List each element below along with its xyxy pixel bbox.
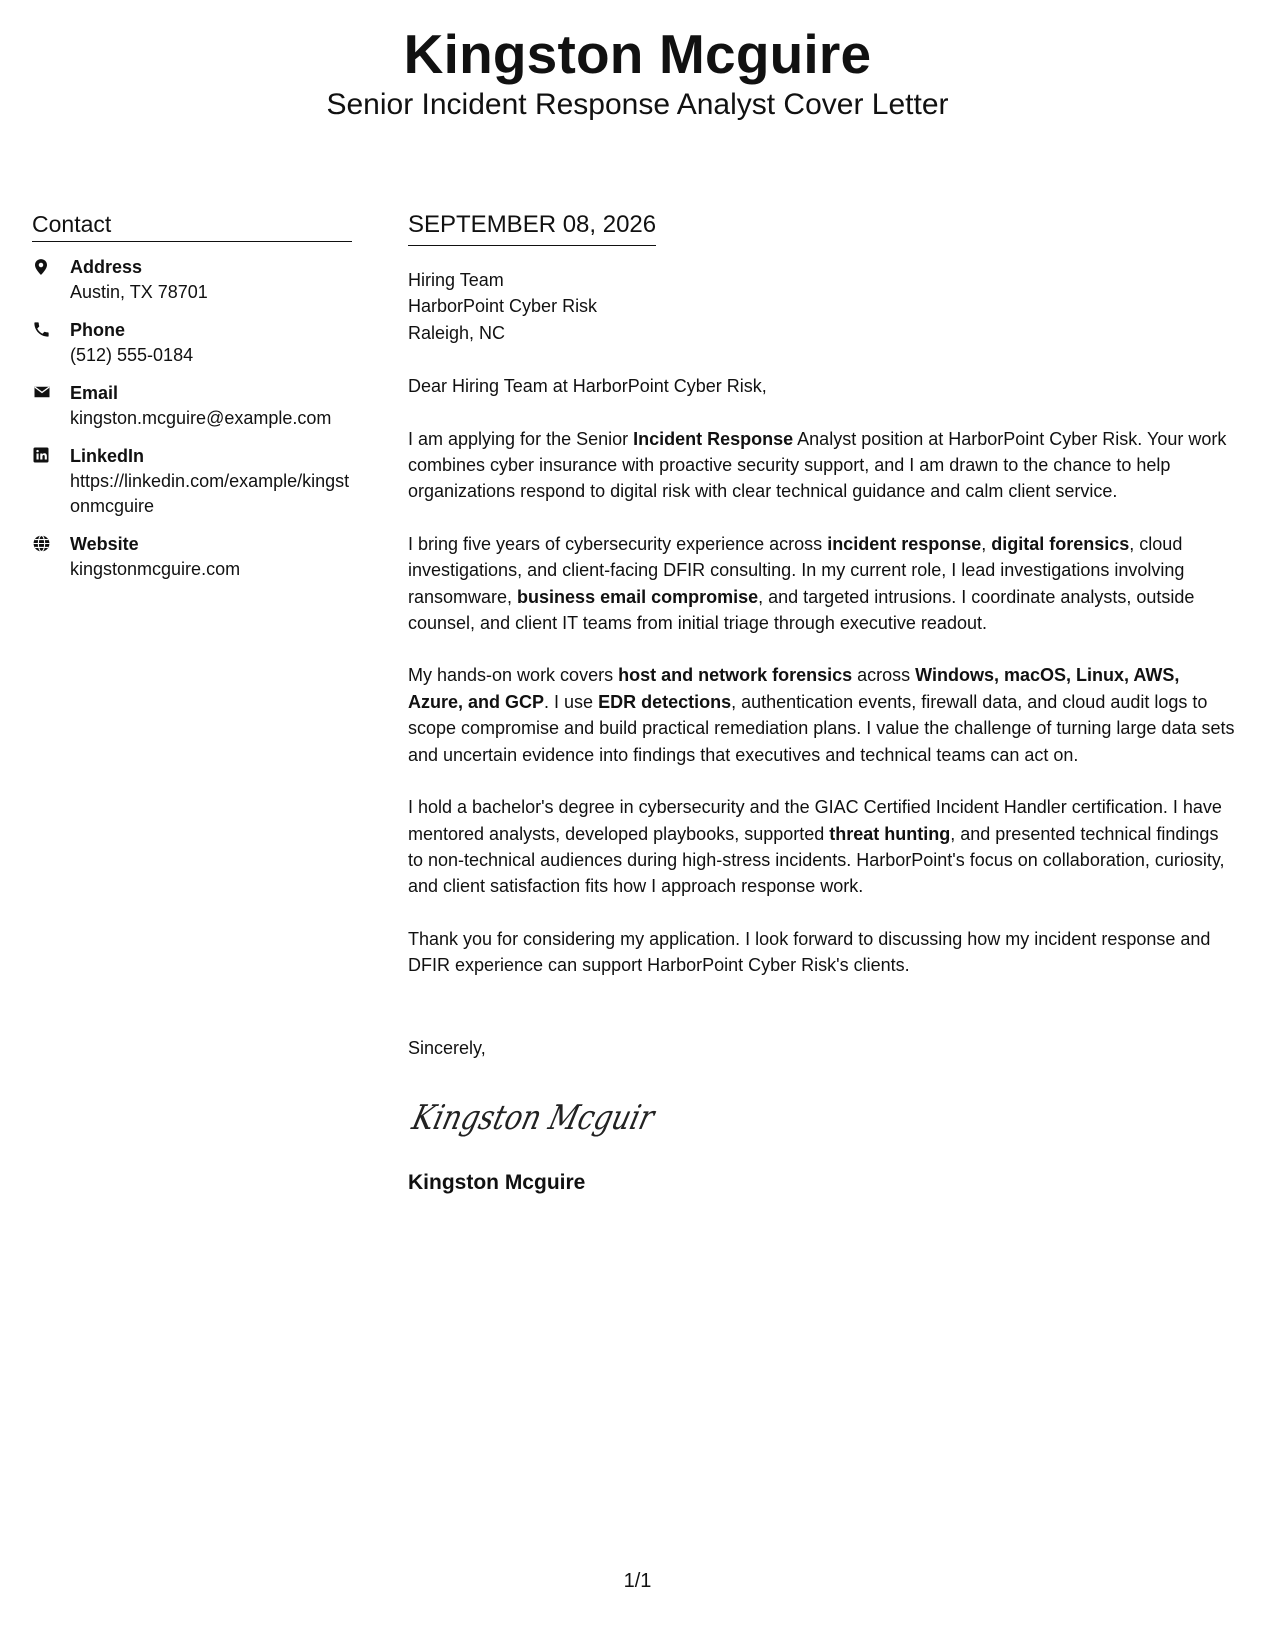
contact-website bbox=[32, 532, 352, 582]
emphasized-text: threat hunting bbox=[829, 823, 951, 844]
paragraph-text: across bbox=[852, 665, 916, 686]
envelope-icon bbox=[32, 381, 70, 431]
paragraph-text: , cloud investigations, and client-facing DFIR consulting. In my current role, I lead investigations involving ransomware, bbox=[408, 533, 1185, 607]
emphasized-text: Incident Response bbox=[633, 428, 794, 449]
letter-paragraph bbox=[408, 794, 1238, 900]
contact-value[interactable]: kingstonmcguire.com bbox=[70, 559, 241, 579]
paragraph-text: Thank you for considering my application. I look forward to discussing how my incident response and DFIR experience can support HarborPoint Cyber Risk's clients. bbox=[408, 928, 1211, 976]
recipient-line: Hiring Team bbox=[408, 270, 504, 290]
linkedin-icon bbox=[32, 444, 70, 519]
closing: Sincerely, bbox=[408, 1037, 486, 1058]
paragraph-text: I bring five years of cybersecurity experience across bbox=[408, 533, 828, 554]
letter-subtitle: Senior Incident Response Analyst Cover Letter bbox=[326, 88, 949, 121]
paragraph-text: , bbox=[981, 533, 992, 554]
recipient-line: HarborPoint Cyber Risk bbox=[408, 296, 598, 317]
letter-paragraphs bbox=[408, 426, 1238, 979]
contact-label: Phone bbox=[70, 320, 126, 340]
recipient-block bbox=[408, 267, 1238, 346]
contact-email bbox=[32, 381, 352, 431]
recipient-line: Raleigh, NC bbox=[408, 322, 506, 343]
contact-linkedin bbox=[32, 444, 352, 519]
letter-body bbox=[408, 210, 1238, 1197]
contact-address bbox=[32, 255, 352, 305]
contact-value[interactable]: https://linkedin.com/example/kingstonmcguire bbox=[70, 471, 350, 516]
letter-paragraph bbox=[408, 926, 1238, 979]
greeting: Dear Hiring Team at HarborPoint Cyber Risk, bbox=[408, 376, 767, 397]
paragraph-text: Analyst position at HarborPoint Cyber Risk. Your work combines cyber insurance with proactive security support, and I am drawn to the chance to help organizations respond to digital risk with clear technical guidance and calm client service. bbox=[408, 428, 1227, 502]
contact-value: Austin, TX 78701 bbox=[70, 282, 208, 302]
paragraph-text: , and targeted intrusions. I coordinate analysts, outside counsel, and client IT teams from initial triage through executive readout. bbox=[408, 586, 1195, 634]
signer-name: Kingston Mcguire bbox=[408, 1170, 586, 1194]
emphasized-text: digital forensics bbox=[991, 533, 1130, 554]
letter-header bbox=[0, 22, 1275, 124]
letter-paragraph bbox=[408, 426, 1238, 505]
handwritten-signature bbox=[408, 1091, 1238, 1147]
contact-label: LinkedIn bbox=[70, 446, 145, 466]
letter-paragraph bbox=[408, 531, 1238, 637]
paragraph-text: My hands-on work covers bbox=[408, 665, 619, 686]
contact-label: Address bbox=[70, 257, 143, 277]
emphasized-text: business email compromise bbox=[517, 586, 759, 607]
svg-text:Kingston Mcguir: Kingston Mcguir bbox=[408, 1098, 678, 1138]
emphasized-text: host and network forensics bbox=[618, 665, 853, 686]
page-number: 1/1 bbox=[623, 1570, 652, 1592]
map-pin-icon bbox=[32, 255, 70, 305]
paragraph-text: , authentication events, firewall data, and cloud audit logs to scope compromise and build practical remediation plans. I value the challenge of turning large data sets and uncertain evidence into findings that executives and technical teams can act on. bbox=[408, 691, 1235, 765]
letter-paragraph bbox=[408, 662, 1238, 768]
contact-phone bbox=[32, 318, 352, 368]
paragraph-text: I hold a bachelor's degree in cybersecurity and the GIAC Certified Incident Handler certification. I have mentored analysts, developed playbooks, supported bbox=[408, 797, 1222, 844]
emphasized-text: EDR detections bbox=[598, 691, 732, 712]
contact-label: Email bbox=[70, 383, 119, 403]
contact-value: (512) 555-0184 bbox=[70, 345, 194, 365]
letter-date: SEPTEMBER 08, 2026 bbox=[408, 211, 657, 238]
emphasized-text: Windows, macOS, Linux, AWS, Azure, and GCP bbox=[408, 665, 1180, 712]
globe-icon bbox=[32, 532, 70, 582]
contact-label: Website bbox=[70, 534, 139, 554]
date-block bbox=[408, 210, 656, 246]
phone-icon bbox=[32, 318, 70, 368]
applicant-name: Kingston Mcguire bbox=[403, 23, 872, 85]
contact-heading: Contact bbox=[32, 210, 352, 242]
contact-sidebar bbox=[32, 210, 352, 582]
paragraph-text: . I use bbox=[544, 691, 599, 712]
paragraph-text: I am applying for the Senior bbox=[408, 428, 634, 449]
paragraph-text: , and presented technical findings to non-technical audiences during high-stress incidents. HarborPoint's focus on collaboration, curiosity, and client satisfaction fits how I approach response work. bbox=[408, 823, 1225, 897]
contact-value: kingston.mcguire@example.com bbox=[70, 408, 332, 428]
emphasized-text: incident response bbox=[827, 533, 982, 554]
